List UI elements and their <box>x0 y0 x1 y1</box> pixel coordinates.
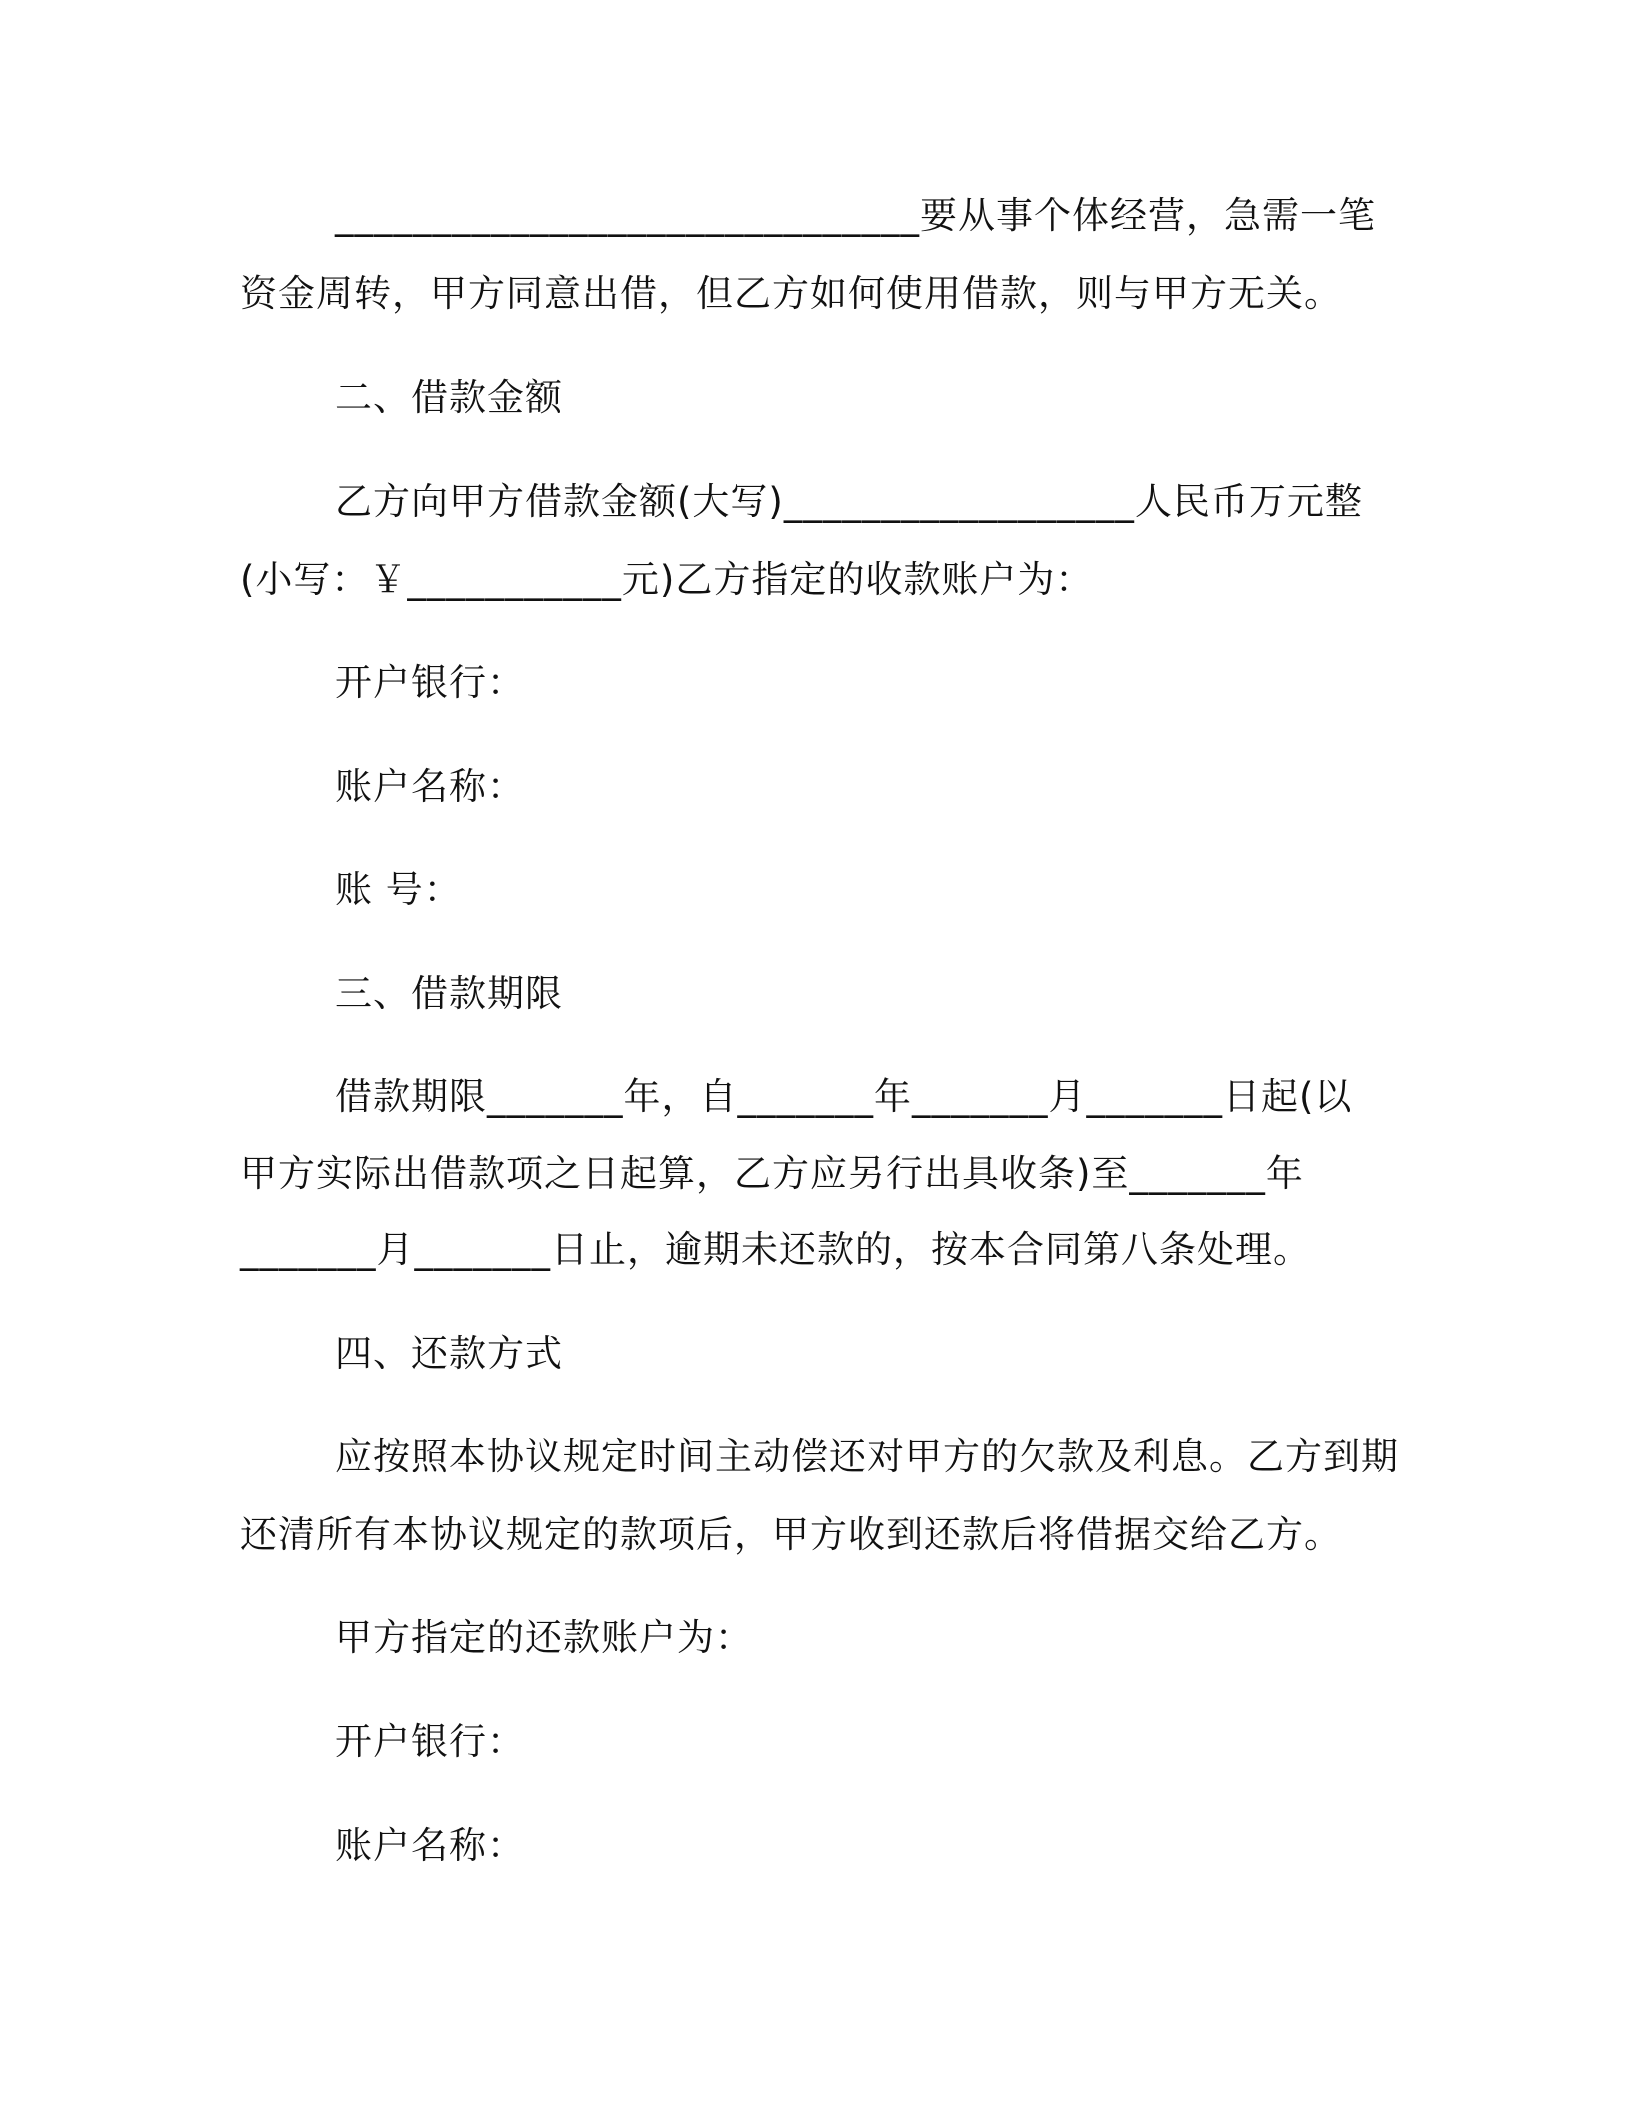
repayment-account-name-label: 账户名称： <box>335 1824 525 1867</box>
loan-term-line-1: 借款期限_______年，自_______年_______月_______日起(以 <box>335 1075 1353 1118</box>
repayment-bank-label: 开户银行： <box>335 1720 525 1763</box>
section-heading-repayment: 四、还款方式 <box>335 1332 563 1375</box>
borrower-purpose-line: ______________________________要从事个体经营，急需一笔 <box>335 194 1376 237</box>
receiving-account-name-label: 账户名称： <box>335 765 525 808</box>
receiving-account-number-label: 账 号： <box>335 868 462 911</box>
section-heading-loan-term: 三、借款期限 <box>335 972 563 1015</box>
repayment-line-2: 还清所有本协议规定的款项后，甲方收到还款后将借据交给乙方。 <box>240 1513 1342 1556</box>
borrower-purpose-continued: 资金周转，甲方同意出借，但乙方如何使用借款，则与甲方无关。 <box>240 272 1342 315</box>
section-heading-loan-amount: 二、借款金额 <box>335 376 563 419</box>
loan-term-line-3: _______月_______日止，逾期未还款的，按本合同第八条处理。 <box>240 1228 1311 1271</box>
receiving-bank-label: 开户银行： <box>335 661 525 704</box>
loan-amount-line: 乙方向甲方借款金额(大写)__________________人民币万元整 <box>335 480 1363 523</box>
repayment-account-label: 甲方指定的还款账户为： <box>335 1616 753 1659</box>
loan-term-line-2: 甲方实际出借款项之日起算，乙方应另行出具收条)至_______年 <box>240 1152 1304 1195</box>
loan-amount-small-line: (小写：￥___________元)乙方指定的收款账户为： <box>240 558 1094 601</box>
repayment-line-1: 应按照本协议规定时间主动偿还对甲方的欠款及利息。乙方到期 <box>335 1435 1399 1478</box>
